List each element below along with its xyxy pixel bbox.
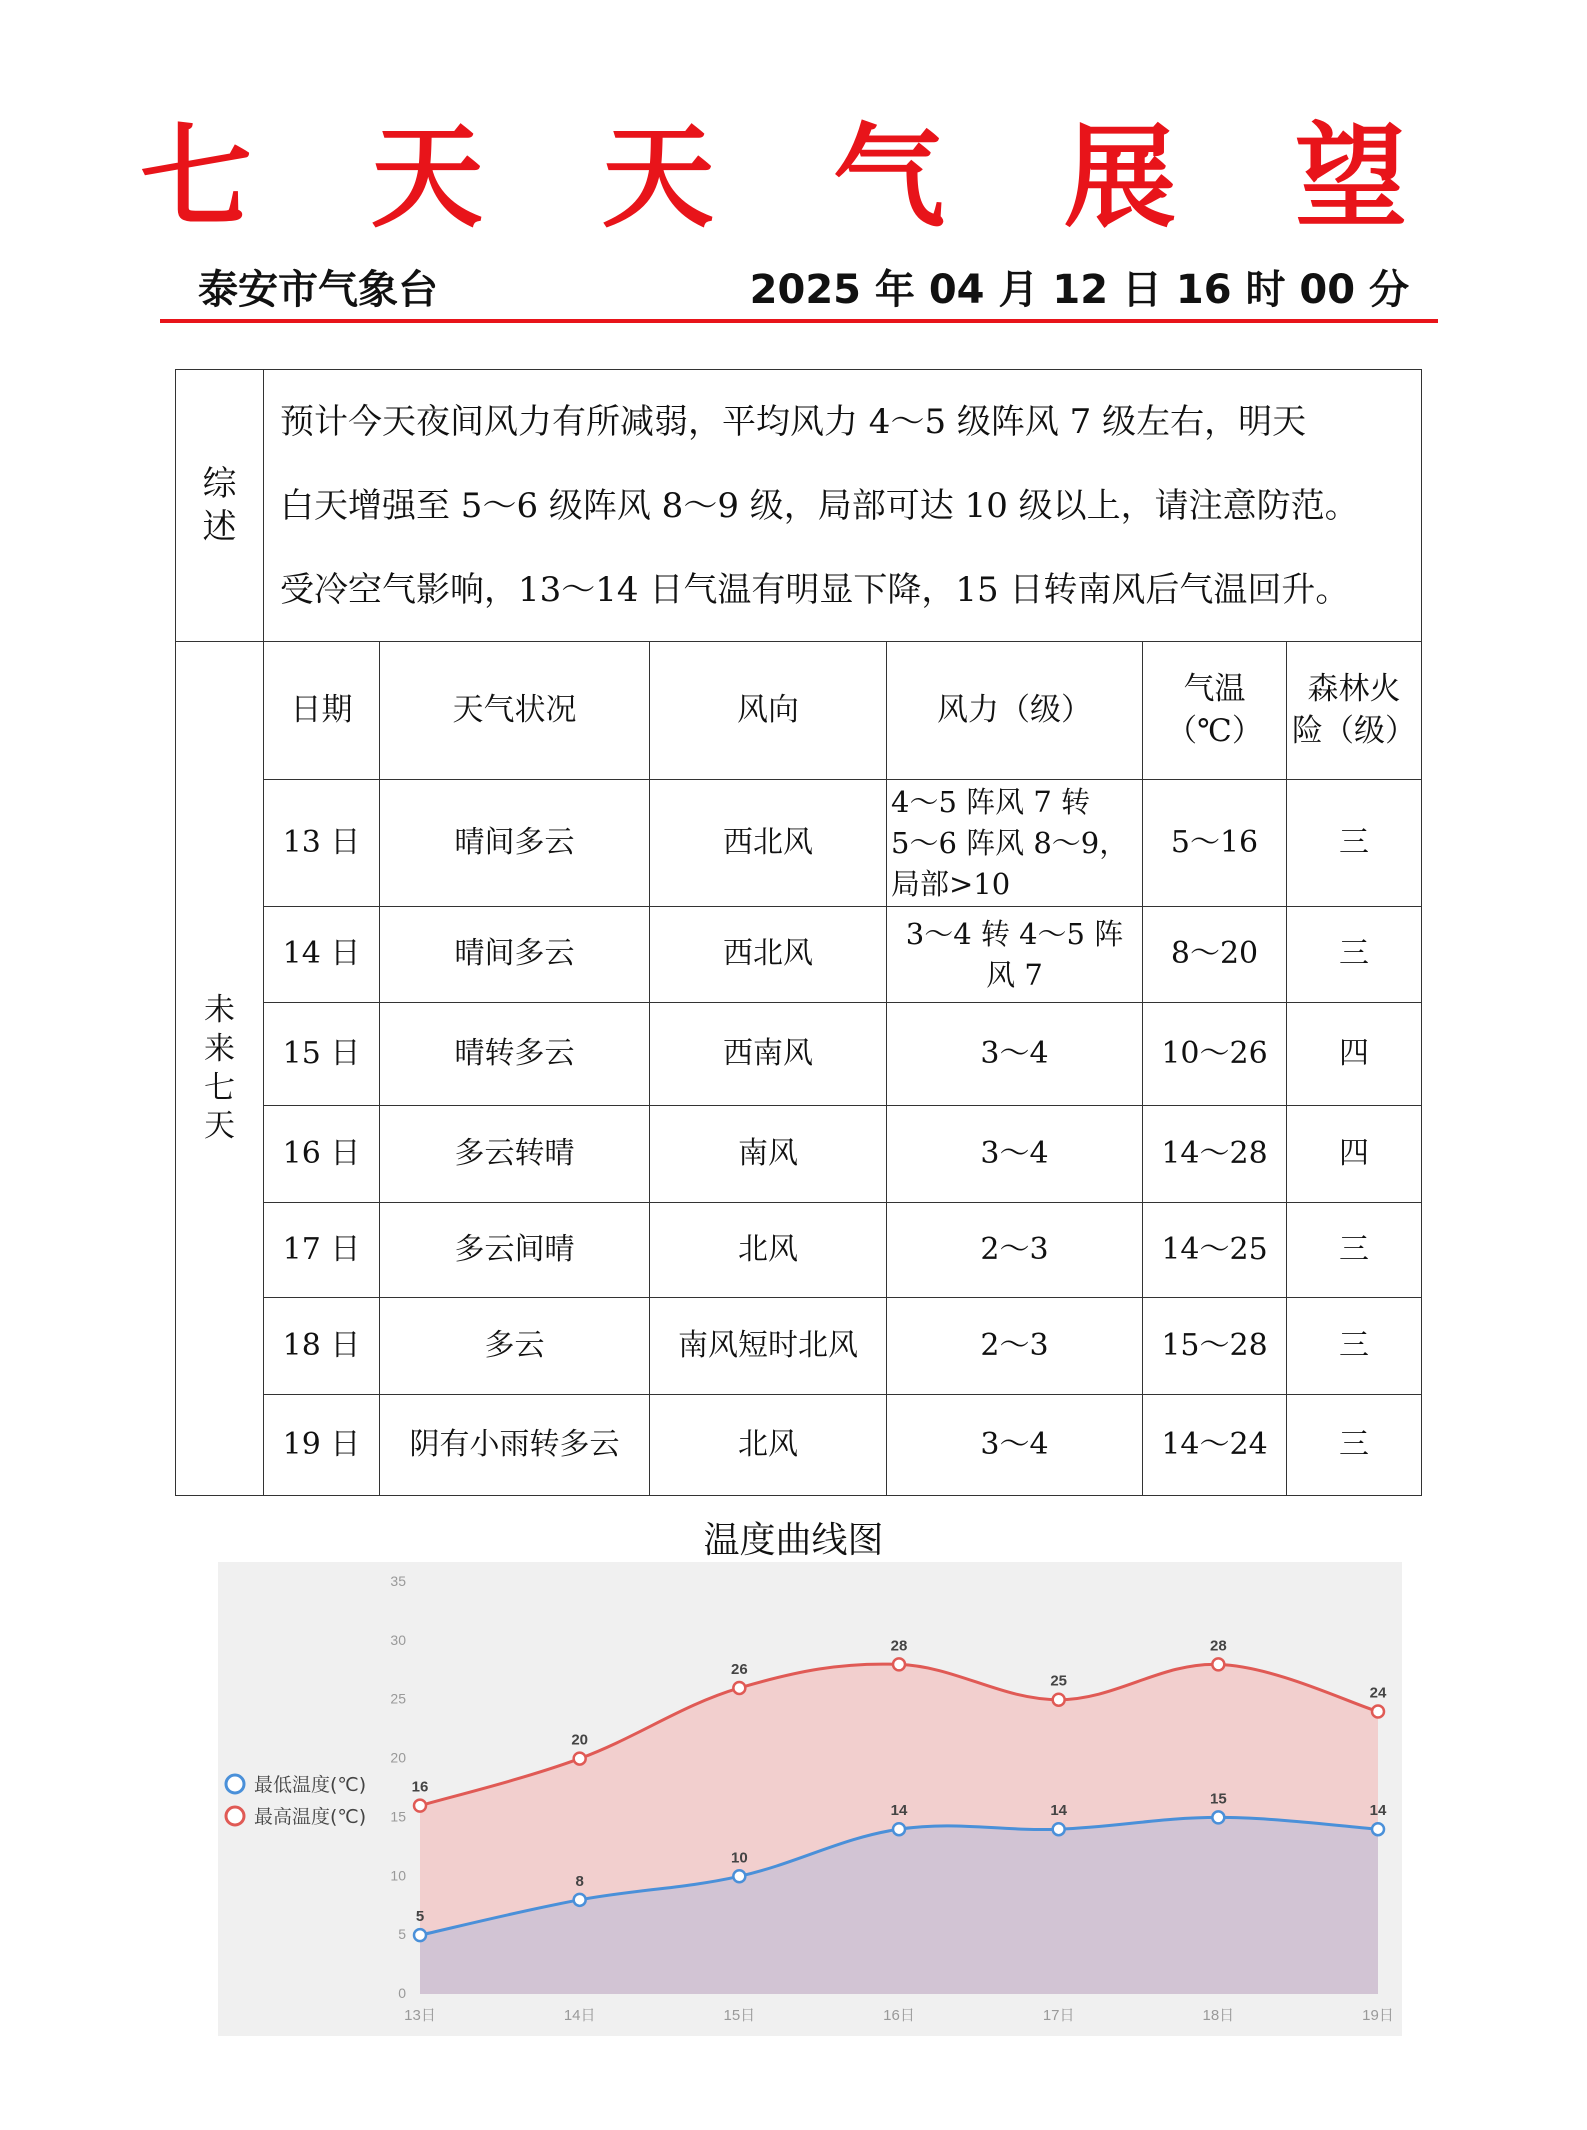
row-weather: 晴转多云	[380, 1003, 650, 1106]
table-row	[176, 907, 1422, 1003]
max-temp-point	[574, 1753, 586, 1765]
min-temp-point	[414, 1929, 426, 1941]
max-temp-point	[1212, 1658, 1224, 1670]
header-fire-risk: 森林火 险（级）	[1287, 642, 1422, 780]
issue-time: 2025 年 04 月 12 日 16 时 00 分	[749, 267, 1409, 313]
row-wind-direction: 西南风	[650, 1003, 887, 1106]
table-row	[176, 1298, 1422, 1395]
max-temp-point	[1372, 1705, 1384, 1717]
legend-max-label: 最高温度(℃)	[254, 1806, 367, 1828]
row-weather: 晴间多云	[380, 907, 650, 1003]
row-temperature: 8～20	[1143, 907, 1287, 1003]
min-temp-point	[1212, 1811, 1224, 1823]
summary-line: 白天增强至 5～6 级阵风 8～9 级，局部可达 10 级以上，请注意防范。	[280, 485, 1359, 526]
row-fire-risk: 三	[1287, 1298, 1422, 1395]
summary-row	[176, 370, 1422, 642]
header-divider	[160, 319, 1438, 323]
row-temperature: 14～25	[1143, 1203, 1287, 1298]
row-wind-force: 3～4 转 4～5 阵 风 7	[887, 907, 1143, 1003]
y-tick-label: 5	[398, 1926, 406, 1943]
header-date: 日期	[264, 642, 380, 780]
legend-min-label: 最低温度(℃)	[254, 1774, 367, 1796]
table-row	[176, 1106, 1422, 1203]
max-temp-data-label: 26	[730, 1660, 748, 1678]
max-temp-data-label: 16	[411, 1778, 429, 1796]
x-tick-label: 14日	[563, 2007, 596, 2024]
x-tick-label: 15日	[723, 2007, 756, 2024]
row-date: 13 日	[264, 780, 380, 907]
x-tick-label: 13日	[404, 2007, 436, 2024]
row-date: 19 日	[264, 1395, 380, 1496]
issuing-agency: 泰安市气象台	[198, 266, 438, 313]
min-temp-data-label: 5	[415, 1908, 425, 1926]
row-wind-force: 3～4	[887, 1106, 1143, 1203]
row-temperature: 10～26	[1143, 1003, 1287, 1106]
row-wind-force: 2～3	[887, 1203, 1143, 1298]
max-temp-data-label: 24	[1369, 1684, 1387, 1702]
table-row	[176, 780, 1422, 907]
summary-text	[264, 370, 1422, 642]
row-temperature: 14～28	[1143, 1106, 1287, 1203]
max-temp-data-label: 28	[890, 1637, 908, 1655]
legend-max-marker	[226, 1807, 244, 1825]
min-temp-point	[893, 1823, 905, 1835]
min-temp-data-label: 8	[575, 1872, 584, 1890]
forecast-table	[175, 369, 1422, 1496]
row-weather: 多云转晴	[380, 1106, 650, 1203]
y-tick-label: 10	[390, 1867, 406, 1884]
row-fire-risk: 三	[1287, 1395, 1422, 1496]
row-temperature: 5～16	[1143, 780, 1287, 907]
y-tick-label: 25	[390, 1690, 406, 1707]
row-date: 15 日	[264, 1003, 380, 1106]
min-temp-point	[574, 1894, 586, 1906]
max-temp-point	[414, 1800, 426, 1812]
row-fire-risk: 三	[1287, 780, 1422, 907]
legend-min-marker	[226, 1775, 244, 1793]
x-tick-label: 19日	[1362, 2007, 1394, 2024]
max-temp-data-label: 25	[1050, 1672, 1068, 1690]
row-wind-direction: 北风	[650, 1395, 887, 1496]
row-fire-risk: 三	[1287, 1203, 1422, 1298]
min-temp-data-label: 14	[1050, 1802, 1068, 1820]
row-temperature: 14～24	[1143, 1395, 1287, 1496]
min-temp-data-label: 15	[1209, 1790, 1227, 1808]
summary-line: 预计今天夜间风力有所减弱，平均风力 4～5 级阵风 7 级左右，明天	[280, 401, 1307, 442]
header-temperature: 气温 （℃）	[1143, 642, 1287, 780]
y-tick-label: 15	[390, 1808, 406, 1825]
header-wind-force: 风力（级）	[887, 642, 1143, 780]
header-weather: 天气状况	[380, 642, 650, 780]
row-weather: 多云	[380, 1298, 650, 1395]
x-tick-label: 17日	[1042, 2007, 1075, 2024]
chart-title: 温度曲线图	[703, 1520, 884, 1561]
temperature-chart	[218, 1562, 1402, 2036]
row-weather: 阴有小雨转多云	[380, 1395, 650, 1496]
max-temp-data-label: 28	[1209, 1637, 1227, 1655]
summary-line: 受冷空气影响，13～14 日气温有明显下降，15 日转南风后气温回升。	[280, 569, 1350, 610]
row-wind-force: 3～4	[887, 1003, 1143, 1106]
min-temp-point	[733, 1870, 745, 1882]
min-temp-point	[1372, 1823, 1384, 1835]
row-fire-risk: 三	[1287, 907, 1422, 1003]
max-temp-data-label: 20	[571, 1731, 589, 1749]
row-weather: 多云间晴	[380, 1203, 650, 1298]
row-date: 14 日	[264, 907, 380, 1003]
forecast-label: 未 来 七 天	[176, 642, 264, 1496]
page-title: 七 天 天 气 展 望	[140, 112, 1447, 243]
row-date: 18 日	[264, 1298, 380, 1395]
y-tick-label: 0	[398, 1985, 406, 2001]
max-temp-point	[1053, 1694, 1065, 1706]
row-wind-direction: 北风	[650, 1203, 887, 1298]
max-temp-point	[733, 1682, 745, 1694]
row-wind-force: 2～3	[887, 1298, 1143, 1395]
min-temp-data-label: 10	[730, 1849, 748, 1867]
row-date: 16 日	[264, 1106, 380, 1203]
table-header-row	[176, 642, 1422, 780]
row-weather: 晴间多云	[380, 780, 650, 907]
table-row	[176, 1203, 1422, 1298]
x-tick-label: 16日	[883, 2007, 915, 2024]
y-tick-label: 30	[390, 1631, 406, 1648]
row-temperature: 15～28	[1143, 1298, 1287, 1395]
summary-label: 综 述	[176, 370, 264, 642]
row-wind-force: 4～5 阵风 7 转 5～6 阵风 8～9， 局部>10	[887, 780, 1143, 907]
min-temp-data-label: 14	[890, 1802, 908, 1820]
header-wind-direction: 风向	[650, 642, 887, 780]
row-fire-risk: 四	[1287, 1106, 1422, 1203]
row-wind-direction: 南风短时北风	[650, 1298, 887, 1395]
max-temp-point	[893, 1658, 905, 1670]
row-fire-risk: 四	[1287, 1003, 1422, 1106]
row-date: 17 日	[264, 1203, 380, 1298]
y-tick-label: 35	[390, 1573, 406, 1589]
row-wind-force: 3～4	[887, 1395, 1143, 1496]
y-tick-label: 20	[390, 1749, 406, 1766]
row-wind-direction: 南风	[650, 1106, 887, 1203]
table-row	[176, 1395, 1422, 1496]
table-row	[176, 1003, 1422, 1106]
row-wind-direction: 西北风	[650, 780, 887, 907]
x-tick-label: 18日	[1202, 2007, 1235, 2024]
row-wind-direction: 西北风	[650, 907, 887, 1003]
min-temp-data-label: 14	[1369, 1802, 1387, 1820]
min-temp-point	[1053, 1823, 1065, 1835]
